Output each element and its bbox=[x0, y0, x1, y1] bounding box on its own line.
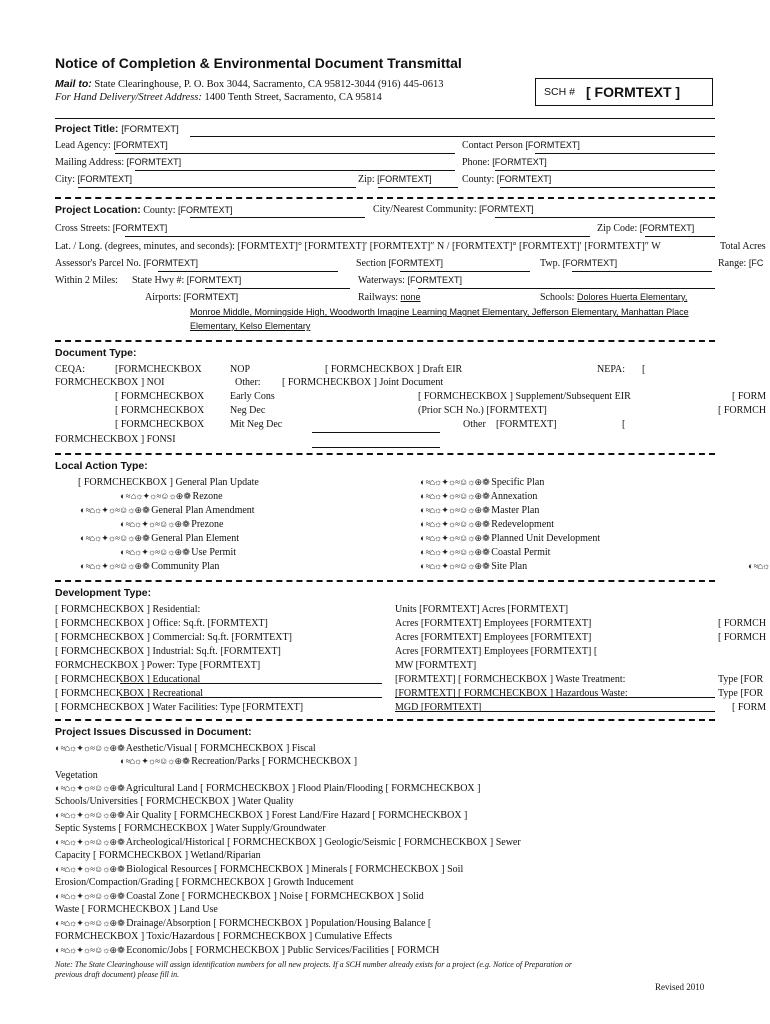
checkbox-field-icon: ◐ ≈⌂☼✦☼≈☺☼⊕ ❁ bbox=[420, 505, 489, 515]
checkbox-field-icon: ◐ ≈⌂☼✦☼≈☺☼⊕ ❁ bbox=[55, 864, 124, 874]
railways-row bbox=[358, 292, 421, 303]
location-zip-label: Zip Code: bbox=[597, 223, 638, 234]
fonsi-checkbox[interactable]: FORMCHECKBOX ] FONSI bbox=[55, 434, 176, 445]
community-row bbox=[373, 204, 534, 215]
checkbox-field-icon: ◐ ≈⌂☼✦☼≈☺☼⊕ ❁ bbox=[420, 491, 489, 501]
other-doc-bracket: [ bbox=[622, 419, 626, 430]
section-field[interactable]: [FORMTEXT] bbox=[388, 258, 443, 268]
dev-row-power[interactable]: FORMCHECKBOX ] Power: Type [FORMTEXT] bbox=[55, 660, 261, 671]
checkbox-field-icon: ◐ ≈⌂☼✦☼≈☺☼⊕ ❁ bbox=[80, 533, 149, 543]
checkbox-field-icon: ◐ ≈⌂☼✦☼≈☺☼⊕ ❁ bbox=[420, 533, 489, 543]
zip-label: Zip: bbox=[358, 174, 375, 185]
supplement-eir-checkbox[interactable]: [ FORMCHECKBOX ] Supplement/Subsequent EIR bbox=[418, 391, 631, 402]
joint-document-checkbox[interactable]: [ FORMCHECKBOX ] Joint Document bbox=[282, 377, 444, 388]
footer-note-2: previous draft document) please fill in. bbox=[55, 970, 180, 979]
checkbox-field-icon: ◐ ≈⌂☼✦☼≈☺☼⊕ ❁ bbox=[120, 519, 189, 529]
cross-streets-field[interactable]: [FORMTEXT] bbox=[112, 223, 168, 233]
dev-row-water-right[interactable]: [ FORM bbox=[732, 702, 767, 713]
mailing-address-row bbox=[55, 157, 181, 168]
section-row bbox=[356, 258, 443, 269]
mit-neg-dec-checkbox[interactable]: [ FORMCHECKBOX bbox=[115, 419, 205, 430]
dev-row-residential[interactable]: [ FORMCHECKBOX ] Residential: bbox=[55, 604, 201, 615]
checkbox-field-icon: ◐ ≈⌂☼✦☼≈☺☼⊕ ❁ bbox=[55, 743, 124, 753]
range-label: Range: bbox=[718, 258, 747, 269]
dev-row-water-mgd[interactable]: MGD [FORMTEXT] bbox=[395, 702, 482, 713]
state-hwy-label: State Hwy #: bbox=[132, 275, 185, 286]
specific-plan-item[interactable]: ◐ ≈⌂☼✦☼≈☺☼⊕ ❁ Specific Plan bbox=[420, 477, 545, 488]
neg-dec-label: Neg Dec bbox=[230, 405, 266, 416]
nop-checkbox[interactable]: [FORMCHECKBOX bbox=[115, 364, 202, 375]
cross-streets-label: Cross Streets: bbox=[55, 223, 111, 234]
checkbox-field-icon: ◐ ≈⌂☼✦☼≈☺☼⊕ ❁ bbox=[55, 918, 124, 928]
neg-dec-checkbox[interactable]: [ FORMCHECKBOX bbox=[115, 405, 205, 416]
airports-row bbox=[145, 292, 238, 303]
lead-agency-row bbox=[55, 140, 168, 151]
dev-row-recreational[interactable]: [ FORMCHECKBOX ] Recreational bbox=[55, 688, 204, 699]
lead-agency-label: Lead Agency: bbox=[55, 140, 111, 151]
checkbox-field-icon: ◐ ≈⌂☼✦☼≈☺☼⊕ ❁ bbox=[55, 783, 124, 793]
section-label: Section bbox=[356, 258, 386, 269]
state-hwy-field[interactable]: [FORMTEXT] bbox=[186, 275, 242, 285]
apn-label: Assessor's Parcel No. bbox=[55, 258, 141, 269]
county-field[interactable]: [FORMTEXT] bbox=[496, 174, 552, 184]
document-title: Notice of Completion & Environmental Document Transmittal bbox=[55, 55, 462, 71]
twp-label: Twp. bbox=[540, 258, 561, 269]
checkbox-field-icon: ◐ ≈⌂☼ bbox=[748, 561, 770, 571]
checkbox-field-icon: ◐ ≈⌂☼✦☼≈☺☼⊕ ❁ bbox=[55, 810, 124, 820]
checkbox-field-icon: ◐ ≈⌂☼✦☼≈☺☼⊕ ❁ bbox=[80, 561, 149, 571]
pud-item[interactable]: ◐ ≈⌂☼✦☼≈☺☼⊕ ❁ Planned Unit Development bbox=[420, 533, 601, 544]
contact-person-field[interactable]: [FORMTEXT] bbox=[525, 140, 580, 150]
checkbox-field-icon: ◐ ≈⌂☼✦☼≈☺☼⊕ ❁ bbox=[55, 945, 124, 955]
issue-line-10[interactable]: ◐ ≈⌂☼✦☼≈☺☼⊕ ❁ Biological Resources [ FORMCHECKBOX ] Minerals [ FORMCHECKBOX ] Soil bbox=[55, 864, 464, 875]
mailing-address-field[interactable]: [FORMTEXT] bbox=[126, 157, 182, 167]
dev-row-office-acres[interactable]: Acres [FORMTEXT] Employees [FORMTEXT] bbox=[395, 618, 592, 629]
nop-label: NOP bbox=[230, 364, 251, 375]
dev-row-waste-type[interactable]: Type [FOR bbox=[718, 674, 764, 685]
mail-to-label: Mail to: bbox=[55, 78, 92, 90]
project-title-row bbox=[55, 123, 179, 135]
community-field[interactable]: [FORMTEXT] bbox=[479, 204, 534, 214]
checkbox-field-icon: ◐ ≈⌂☼✦☼≈☺☼⊕ ❁ bbox=[120, 547, 189, 557]
dev-row-hazardous-type[interactable]: Type [FOR bbox=[718, 688, 764, 699]
zip-field[interactable]: [FORMTEXT] bbox=[377, 174, 432, 184]
checkbox-field-icon: ◐ ≈⌂☼✦☼≈☺☼⊕ ❁ bbox=[55, 837, 124, 847]
schools-label: Schools: bbox=[540, 292, 575, 303]
schools-line-1[interactable]: Dolores Huerta Elementary, bbox=[576, 292, 688, 302]
master-plan-item[interactable]: ◐ ≈⌂☼✦☼≈☺☼⊕ ❁ Master Plan bbox=[420, 505, 540, 516]
issue-line-1[interactable]: ◐ ≈⌂☼✦☼≈☺☼⊕ ❁ Aesthetic/Visual [ FORMCHECKBOX ] Fiscal bbox=[55, 743, 316, 754]
dev-row-power-mw[interactable]: MW [FORMTEXT] bbox=[395, 660, 477, 671]
coastal-permit-item[interactable]: ◐ ≈⌂☼✦☼≈☺☼⊕ ❁ Coastal Permit bbox=[420, 547, 551, 558]
waterways-row bbox=[358, 275, 462, 286]
nepa-checkbox-2[interactable]: [ FORMCH bbox=[718, 405, 767, 416]
issue-line-2[interactable]: ◐ ≈⌂☼✦☼≈☺☼⊕ ❁ Recreation/Parks [ FORMCHECKBOX ] bbox=[120, 756, 358, 767]
mail-to-line bbox=[55, 78, 443, 90]
nepa-label: NEPA: bbox=[597, 364, 625, 375]
dev-row-educational[interactable]: [ FORMCHECKBOX ] Educational bbox=[55, 674, 201, 685]
sch-value[interactable]: [ FORMTEXT ] bbox=[586, 84, 681, 100]
phone-field[interactable]: [FORMTEXT] bbox=[492, 157, 547, 167]
checkbox-field-icon: ◐ ≈⌂☼✦☼≈☺☼⊕ ❁ bbox=[120, 756, 189, 766]
dev-row-commercial[interactable]: [ FORMCHECKBOX ] Commercial: Sq.ft. [FORMTEXT] bbox=[55, 632, 292, 643]
checkbox-field-icon: ◐ ≈⌂☼✦☼≈☺☼⊕ ❁ bbox=[420, 547, 489, 557]
dev-row-hazardous-waste[interactable]: [FORMTEXT] [ FORMCHECKBOX ] Hazardous Waste: bbox=[395, 688, 628, 699]
lead-agency-field[interactable]: [FORMTEXT] bbox=[113, 140, 168, 150]
dev-row-commercial-acres[interactable]: Acres [FORMTEXT] Employees [FORMTEXT] bbox=[395, 632, 592, 643]
issue-line-3: Vegetation bbox=[55, 770, 98, 781]
issue-line-7[interactable]: Septic Systems [ FORMCHECKBOX ] Water Supply/Groundwater bbox=[55, 823, 326, 834]
mit-neg-dec-label: Mit Neg Dec bbox=[230, 419, 283, 430]
city-label: City: bbox=[55, 174, 76, 185]
issue-line-6[interactable]: ◐ ≈⌂☼✦☼≈☺☼⊕ ❁ Air Quality [ FORMCHECKBOX ] Forest Land/Fire Hazard [ FORMCHECKBOX ] bbox=[55, 810, 468, 821]
apn-row bbox=[55, 258, 198, 269]
dev-row-water-facilities[interactable]: [ FORMCHECKBOX ] Water Facilities: Type [FORMTEXT] bbox=[55, 702, 304, 713]
checkbox-field-icon: ◐ ≈⌂☼✦☼≈☺☼⊕ ❁ bbox=[420, 561, 489, 571]
use-permit-item[interactable]: ◐ ≈⌂☼✦☼≈☺☼⊕ ❁ Use Permit bbox=[120, 547, 236, 558]
issue-line-4[interactable]: ◐ ≈⌂☼✦☼≈☺☼⊕ ❁ Agricultural Land [ FORMCHECKBOX ] Flood Plain/Flooding [ FORMCHECKBOX ] bbox=[55, 783, 481, 794]
redevelopment-item[interactable]: ◐ ≈⌂☼✦☼≈☺☼⊕ ❁ Redevelopment bbox=[420, 519, 555, 530]
project-title-label: Project Title: bbox=[55, 123, 119, 135]
city-field[interactable]: [FORMTEXT] bbox=[77, 174, 133, 184]
issue-line-9[interactable]: Capacity [ FORMCHECKBOX ] Wetland/Riparian bbox=[55, 850, 261, 861]
issue-line-13[interactable]: Waste [ FORMCHECKBOX ] Land Use bbox=[55, 904, 218, 915]
railways-label: Railways: bbox=[358, 292, 398, 303]
checkbox-field-icon: ◐ ≈⌂☼✦☼≈☺☼⊕ ❁ bbox=[420, 477, 489, 487]
range-row bbox=[718, 258, 763, 269]
location-zip-field[interactable]: [FORMTEXT] bbox=[639, 223, 695, 233]
waterways-label: Waterways: bbox=[358, 275, 405, 286]
location-county-field[interactable]: [FORMTEXT] bbox=[178, 205, 233, 215]
issue-line-14[interactable]: ◐ ≈⌂☼✦☼≈☺☼⊕ ❁ Drainage/Absorption [ FORMCHECKBOX ] Population/Housing Balance [ bbox=[55, 918, 432, 929]
phone-label: Phone: bbox=[462, 157, 490, 168]
issue-line-11[interactable]: Erosion/Compaction/Grading [ FORMCHECKBOX ] Growth Inducement bbox=[55, 877, 354, 888]
hand-delivery-line bbox=[55, 92, 382, 103]
early-cons-checkbox[interactable]: [ FORMCHECKBOX bbox=[115, 391, 205, 402]
early-cons-label: Early Cons bbox=[230, 391, 275, 402]
issue-line-8[interactable]: ◐ ≈⌂☼✦☼≈☺☼⊕ ❁ Archeological/Historical [ FORMCHECKBOX ] Geologic/Seismic [ FORMCHECKBOX ] Sewer bbox=[55, 837, 521, 848]
project-issues-heading: Project Issues Discussed in Document: bbox=[55, 726, 252, 738]
contact-person-row bbox=[462, 140, 580, 151]
prior-sch-field[interactable]: (Prior SCH No.) [FORMTEXT] bbox=[418, 405, 547, 416]
state-hwy-row bbox=[132, 275, 241, 286]
dev-row-commercial-right[interactable]: [ FORMCH bbox=[718, 632, 767, 643]
apn-field[interactable]: [FORMTEXT] bbox=[143, 258, 198, 268]
sch-label: SCH # bbox=[544, 86, 575, 98]
checkbox-field-icon: ◐ ≈ ⌂☼✦☼≈☺☼⊕ ❁ bbox=[120, 491, 191, 501]
checkbox-field-icon: ◐ ≈⌂☼✦☼≈☺☼⊕ ❁ bbox=[80, 505, 149, 515]
mailing-address-label: Mailing Address: bbox=[55, 157, 125, 168]
hand-delivery-address: 1400 Tenth Street, Sacramento, CA 95814 bbox=[204, 92, 382, 103]
sch-number-box[interactable] bbox=[535, 78, 713, 106]
contact-person-label: Contact Person bbox=[462, 140, 523, 151]
footer-note: Note: The State Clearinghouse will assign identification numbers for all new projects. If a SCH number already exists for a project (e.g. Notice of Preparation or bbox=[55, 960, 572, 969]
gp-element-item[interactable]: ◐ ≈⌂☼✦☼≈☺☼⊕ ❁ General Plan Element bbox=[80, 533, 240, 544]
issue-line-16[interactable]: ◐ ≈⌂☼✦☼≈☺☼⊕ ❁ Economic/Jobs [ FORMCHECKBOX ] Public Services/Facilities [ FORMCH bbox=[55, 945, 440, 956]
lat-long-row[interactable]: Lat. / Long. (degrees, minutes, and seconds): [FORMTEXT]° [FORMTEXT]′ [FORMTEXT]″ N / [FORMTEXT]° [FORMTEXT]′ [FORMTEXT]″ W bbox=[55, 241, 661, 252]
community-label: City/Nearest Community: bbox=[373, 204, 477, 215]
community-plan-item[interactable]: ◐ ≈⌂☼✦☼≈☺☼⊕ ❁ Community Plan bbox=[80, 561, 220, 572]
general-plan-update-checkbox[interactable]: [ FORMCHECKBOX ] General Plan Update bbox=[78, 477, 259, 488]
county-label: County: bbox=[462, 174, 495, 185]
twp-row bbox=[540, 258, 617, 269]
schools-line-3[interactable]: Elementary, Kelso Elementary bbox=[190, 321, 311, 331]
phone-row bbox=[462, 157, 547, 168]
dev-row-industrial[interactable]: [ FORMCHECKBOX ] Industrial: Sq.ft. [FORMTEXT] bbox=[55, 646, 281, 657]
ceqa-label: CEQA: bbox=[55, 364, 85, 375]
gp-amendment-item[interactable]: ◐ ≈⌂☼✦☼≈☺☼⊕ ❁ General Plan Amendment bbox=[80, 505, 255, 516]
range-field[interactable]: [FC bbox=[748, 258, 764, 268]
annexation-item[interactable]: ◐ ≈⌂☼✦☼≈☺☼⊕ ❁ Annexation bbox=[420, 491, 538, 502]
issue-line-5[interactable]: Schools/Universities [ FORMCHECKBOX ] Water Quality bbox=[55, 796, 294, 807]
other-label: Other: bbox=[235, 377, 261, 388]
prezone-item[interactable]: ◐ ≈⌂☼✦☼≈☺☼⊕ ❁ Prezone bbox=[120, 519, 224, 530]
development-type-heading: Development Type: bbox=[55, 587, 152, 599]
mail-to-address: State Clearinghouse, P. O. Box 3044, Sacramento, CA 95812-3044 (916) 445-0613 bbox=[94, 79, 444, 90]
checkbox-field-icon: ◐ ≈⌂☼✦☼≈☺☼⊕ ❁ bbox=[420, 519, 489, 529]
hand-delivery-label: For Hand Delivery/Street Address: bbox=[55, 92, 202, 103]
total-acres-label: Total Acres bbox=[720, 241, 766, 252]
within-2-miles-label: Within 2 Miles: bbox=[55, 275, 118, 286]
revised-date: Revised 2010 bbox=[655, 982, 705, 992]
waterways-field[interactable]: [FORMTEXT] bbox=[407, 275, 462, 285]
dev-row-waste-treatment[interactable]: [FORMTEXT] [ FORMCHECKBOX ] Waste Treatment: bbox=[395, 674, 626, 685]
other-doc-label: Other bbox=[463, 419, 486, 430]
document-type-heading: Document Type: bbox=[55, 347, 137, 359]
issue-line-12[interactable]: ◐ ≈⌂☼✦☼≈☺☼⊕ ❁ Coastal Zone [ FORMCHECKBOX ] Noise [ FORMCHECKBOX ] Solid bbox=[55, 891, 424, 902]
issue-line-15[interactable]: FORMCHECKBOX ] Toxic/Hazardous [ FORMCHECKBOX ] Cumulative Effects bbox=[55, 931, 392, 942]
airports-field[interactable]: [FORMTEXT] bbox=[183, 292, 239, 302]
project-title-field[interactable]: [FORMTEXT] bbox=[121, 124, 179, 135]
nepa-checkbox-1[interactable]: [ FORM bbox=[732, 391, 767, 402]
zip-row bbox=[358, 174, 432, 185]
cross-streets-row bbox=[55, 223, 167, 234]
railways-field[interactable]: none bbox=[400, 292, 421, 302]
dev-row-office[interactable]: [ FORMCHECKBOX ] Office: Sq.ft. [FORMTEXT] bbox=[55, 618, 268, 629]
nepa-bracket: [ bbox=[642, 364, 646, 375]
schools-row bbox=[540, 292, 687, 303]
county-row bbox=[462, 174, 551, 185]
location-row-1 bbox=[55, 204, 233, 216]
dev-row-office-right[interactable]: [ FORMCH bbox=[718, 618, 767, 629]
checkbox-field-icon: ◐ ≈⌂☼✦☼≈☺☼⊕ ❁ bbox=[55, 891, 124, 901]
local-action-heading: Local Action Type: bbox=[55, 460, 148, 472]
city-row bbox=[55, 174, 132, 185]
other-doc-field[interactable]: [FORMTEXT] bbox=[496, 419, 557, 430]
location-zip-row bbox=[597, 223, 694, 234]
rezone-item[interactable]: ◐ ≈ ⌂☼✦☼≈☺☼⊕ ❁ Rezone bbox=[120, 491, 223, 502]
project-location-heading: Project Location: bbox=[55, 204, 141, 216]
schools-line-2[interactable]: Monroe Middle, Morningside High, Woodworth Imagine Learning Magnet Elementary, Jefferson Elementary, Manhattan Place bbox=[190, 307, 689, 317]
airports-label: Airports: bbox=[145, 292, 182, 303]
location-county-label: County: bbox=[143, 205, 176, 216]
dev-row-residential-units[interactable]: Units [FORMTEXT] Acres [FORMTEXT] bbox=[395, 604, 569, 615]
dev-row-industrial-acres[interactable]: Acres [FORMTEXT] Employees [FORMTEXT] [ bbox=[395, 646, 598, 657]
noi-checkbox[interactable]: FORMCHECKBOX ] NOI bbox=[55, 377, 165, 388]
site-plan-item[interactable]: ◐ ≈⌂☼✦☼≈☺☼⊕ ❁ Site Plan bbox=[420, 561, 528, 572]
twp-field[interactable]: [FORMTEXT] bbox=[562, 258, 618, 268]
draft-eir-checkbox[interactable]: [ FORMCHECKBOX ] Draft EIR bbox=[325, 364, 463, 375]
